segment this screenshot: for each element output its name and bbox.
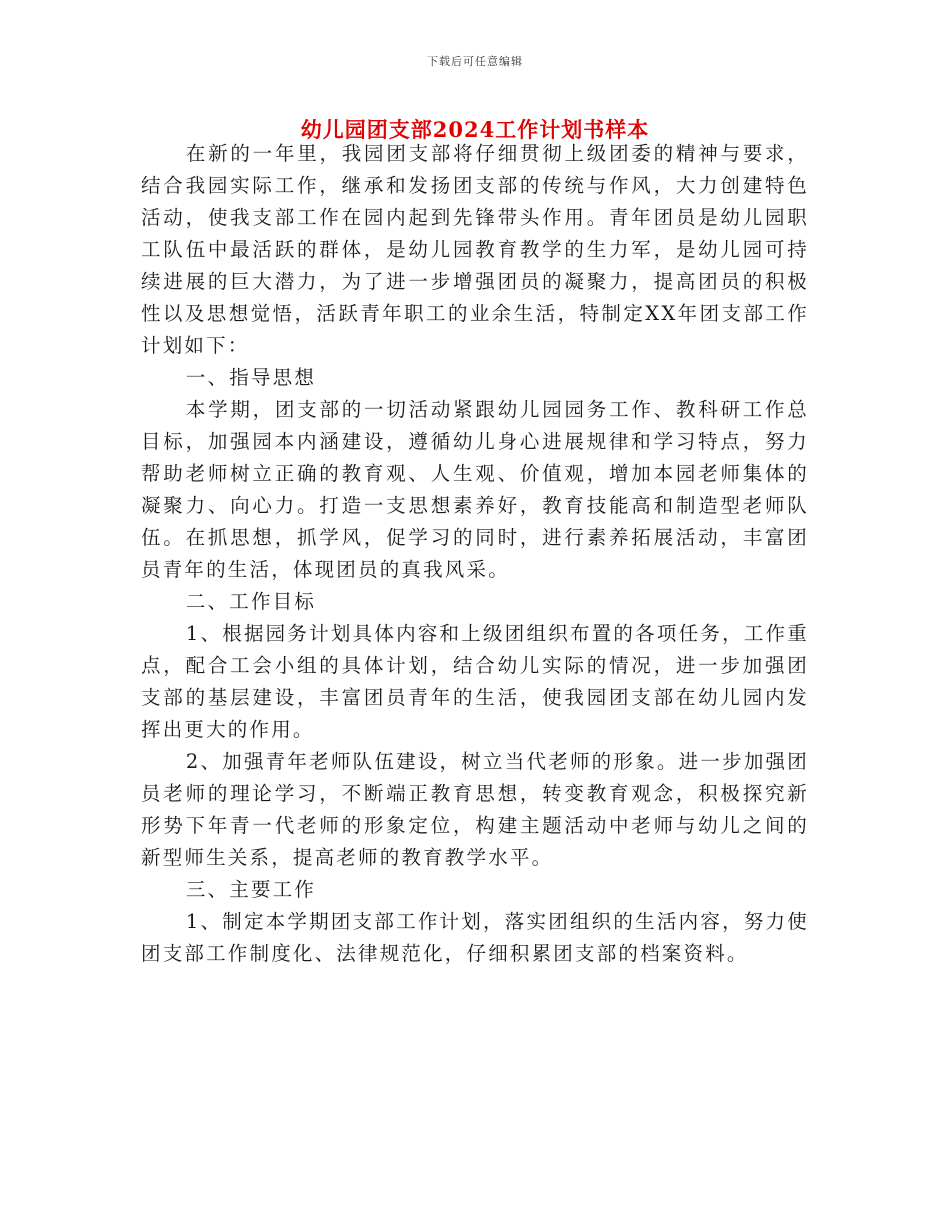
header-note: 下载后可任意编辑 xyxy=(427,55,523,68)
document-title: 幼儿园团支部2024工作计划书样本 xyxy=(300,117,650,142)
paragraph-work-1: 1、制定本学期团支部工作计划，落实团组织的生活内容，努力使团支部工作制度化、法律规范化，仔细积累团支部的档案资料。 xyxy=(141,910,809,965)
paragraph-guiding-thought: 本学期，团支部的一切活动紧跟幼儿园园务工作、教科研工作总目标，加强园本内涵建设，遵循幼儿身心进展规律和学习特点，努力帮助老师树立正确的教育观、人生观、价值观，增加本园老师集体的凝聚力、向心力。打造一支思想素养好，教育技能高和制造型老师队伍。在抓思想，抓学风，促学习的同时，进行素养拓展活动，丰富团员青年的生活，体现团员的真我风采。 xyxy=(141,398,809,581)
section-heading-guiding-thought: 一、指导思想 xyxy=(185,366,317,389)
section-heading-main-work: 三、主要工作 xyxy=(185,878,317,901)
paragraph-goal-2: 2、加强青年老师队伍建设，树立当代老师的形象。进一步加强团员老师的理论学习，不断端正教育思想，转变教育观念，积极探究新形势下年青一代老师的形象定位，构建主题活动中老师与幼儿之间的新型师生关系，提高老师的教育教学水平。 xyxy=(141,750,809,869)
paragraph-intro: 在新的一年里，我园团支部将仔细贯彻上级团委的精神与要求，结合我园实际工作，继承和发扬团支部的传统与作风，大力创建特色活动，使我支部工作在园内起到先锋带头作用。青年团员是幼儿园职工队伍中最活跃的群体，是幼儿园教育教学的生力军，是幼儿园可持续进展的巨大潜力，为了进一步增强团员的凝聚力，提高团员的积极性以及思想觉悟，活跃青年职工的业余生活，特制定XX年团支部工作计划如下： xyxy=(141,142,809,357)
section-heading-work-goals: 二、工作目标 xyxy=(185,590,317,613)
document-body xyxy=(141,138,809,970)
paragraph-goal-1: 1、根据园务计划具体内容和上级团组织布置的各项任务，工作重点，配合工会小组的具体计划，结合幼儿实际的情况，进一步加强团支部的基层建设，丰富团员青年的生活，使我园团支部在幼儿园内发挥出更大的作用。 xyxy=(141,622,809,741)
